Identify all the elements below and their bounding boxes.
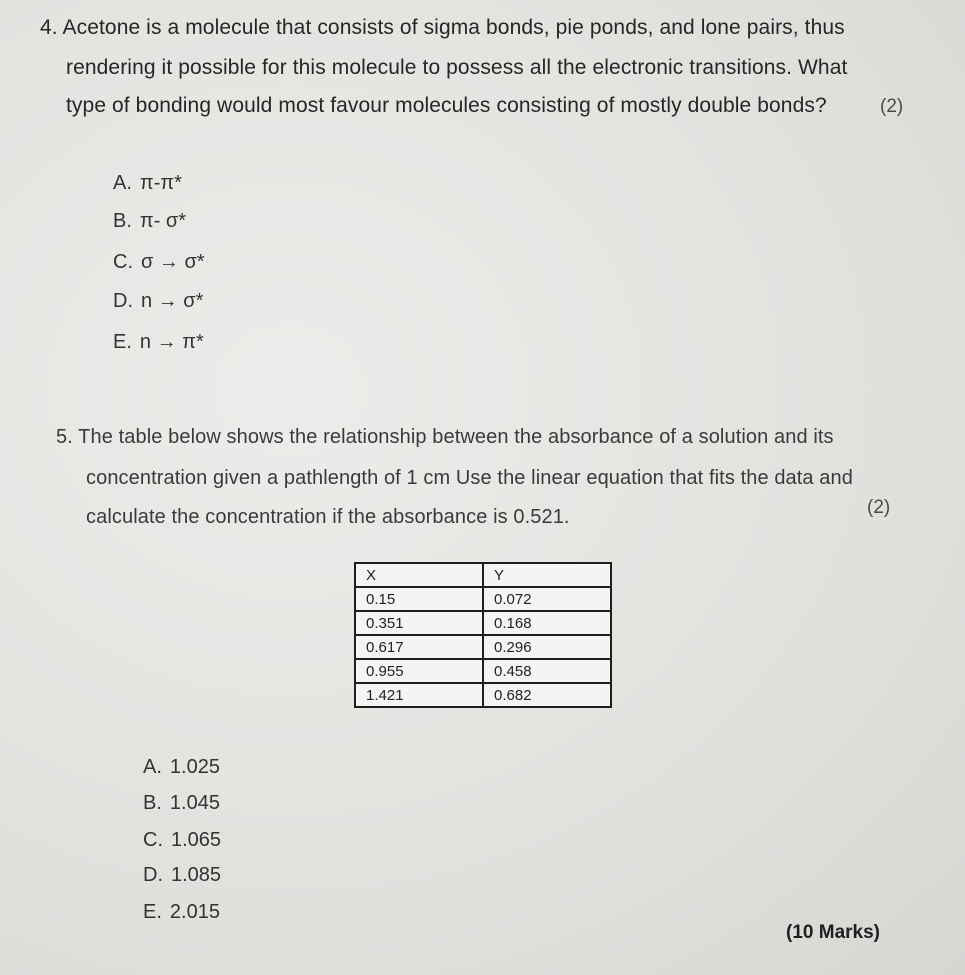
q4-option-letter: B. [113, 210, 132, 232]
question-5-line-2: concentration given a pathlength of 1 cm Use the linear equation that fits the data and [86, 467, 853, 489]
q5-option-text: 1.045 [169, 792, 220, 814]
table-cell-x: 0.351 [355, 611, 483, 635]
q4-option-letter: E. [113, 331, 132, 353]
q5-option-letter: B. [143, 792, 162, 814]
table-cell-y: 0.072 [483, 587, 611, 611]
question-5-line-3: calculate the concentration if the absorbance is 0.521. [86, 506, 570, 528]
q4-option-text: σ → σ* [141, 251, 205, 273]
q4-option-d [113, 290, 203, 313]
table-row [355, 635, 611, 659]
q4-option-letter: A. [113, 172, 132, 194]
table-cell-y: 0.682 [483, 683, 611, 707]
question-5-marks: (2) [867, 497, 891, 518]
total-marks: (10 Marks) [786, 922, 880, 943]
absorbance-table [354, 562, 612, 708]
q5-option-text: 1.065 [171, 829, 222, 851]
q5-option-b [143, 792, 220, 815]
q4-option-b [113, 210, 186, 233]
q4-option-text: n → π* [139, 331, 204, 353]
q5-option-letter: D. [143, 864, 163, 886]
table-cell-x: 0.955 [355, 659, 483, 683]
question-4-line-3: type of bonding would most favour molecules consisting of mostly double bonds? [66, 94, 827, 117]
table-header-y: Y [483, 563, 611, 587]
q4-option-text: π- σ* [139, 210, 187, 232]
q5-option-c [143, 829, 221, 852]
q4-option-text: π-π* [139, 172, 182, 194]
q4-option-letter: C. [113, 251, 133, 273]
table-header-x: X [355, 563, 483, 587]
q5-option-text: 1.025 [169, 756, 220, 778]
q4-option-a [113, 172, 182, 195]
question-4-line-1: 4. Acetone is a molecule that consists of sigma bonds, pie ponds, and lone pairs, thus [40, 16, 845, 39]
q4-option-c [113, 251, 205, 274]
table-cell-y: 0.296 [483, 635, 611, 659]
q5-option-a [143, 756, 220, 779]
q4-option-letter: D. [113, 290, 133, 312]
q5-option-d [143, 864, 221, 887]
q5-option-letter: C. [143, 829, 163, 851]
question-4-marks: (2) [880, 96, 904, 117]
question-5-line-1: 5. The table below shows the relationship between the absorbance of a solution and its [56, 426, 834, 448]
table-cell-y: 0.458 [483, 659, 611, 683]
q5-option-letter: A. [143, 756, 162, 778]
table-cell-x: 0.617 [355, 635, 483, 659]
table-header-row [355, 563, 611, 587]
q5-option-e [143, 901, 220, 924]
table-row [355, 611, 611, 635]
q5-option-text: 2.015 [169, 901, 220, 923]
table-cell-y: 0.168 [483, 611, 611, 635]
q5-option-letter: E. [143, 901, 162, 923]
q5-option-text: 1.085 [171, 864, 222, 886]
q4-option-e [113, 331, 204, 354]
question-4-line-2: rendering it possible for this molecule to possess all the electronic transitions. What [66, 56, 848, 79]
table-row [355, 587, 611, 611]
table-row [355, 659, 611, 683]
table-row [355, 683, 611, 707]
q4-option-text: n → σ* [141, 290, 204, 312]
table-cell-x: 1.421 [355, 683, 483, 707]
table-cell-x: 0.15 [355, 587, 483, 611]
